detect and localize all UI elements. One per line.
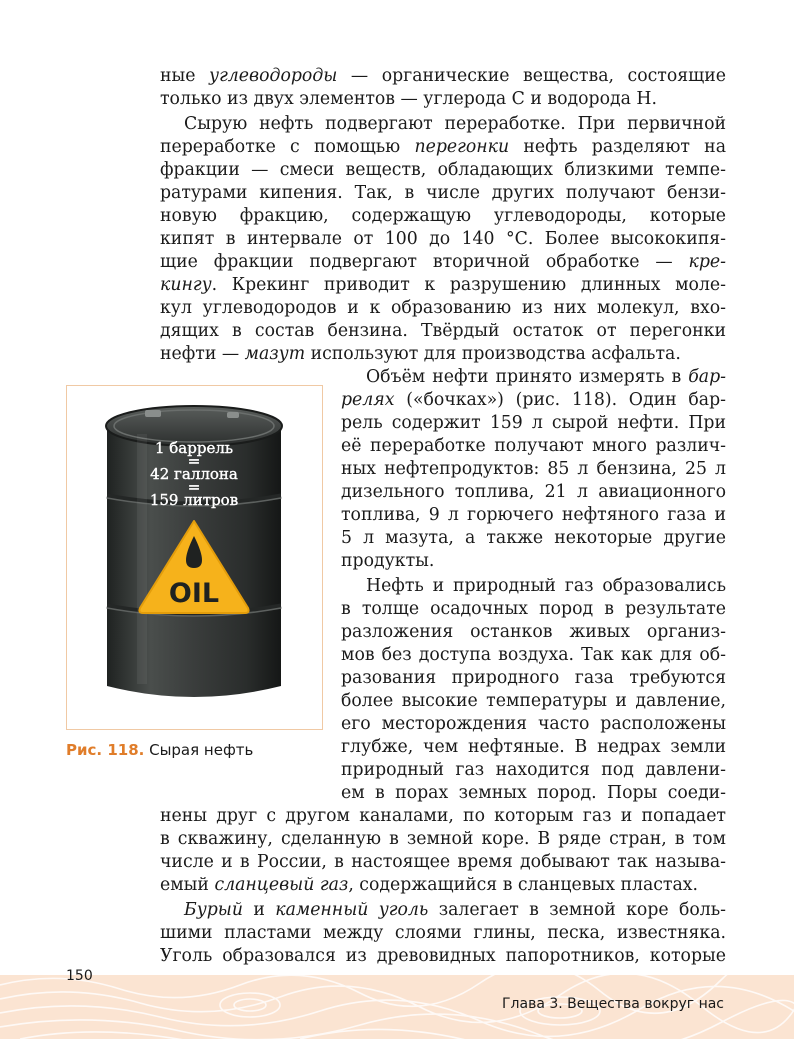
text-line: в толще осадочных пород в результате — [341, 599, 726, 619]
text-line: кипят в интервале от 100 до 140 °С. Более высококипя- — [160, 229, 726, 249]
text-line: разложения останков живых организ- — [341, 622, 726, 642]
text-line: только из двух элементов — углерода С и водорода Н. — [160, 89, 657, 109]
barrel-label-line3: 159 литров — [149, 491, 239, 509]
sign-text: OIL — [168, 578, 220, 609]
text-line: ем в порах земных пород. Поры соеди- — [341, 783, 726, 803]
text-line: Сырую нефть подвергают переработке. При первичной — [184, 114, 726, 134]
text-line: топлива, 9 л горючего нефтяного газа и — [341, 505, 726, 525]
text-line: Бурый и каменный уголь залегает в земной коре боль- — [184, 900, 727, 920]
text-line: кул углеводородов и к образованию из них молекул, вхо- — [160, 298, 726, 318]
text-line: более высокие температуры и давление, — [341, 691, 726, 711]
text-line: релях («бочках») (рис. 118). Один бар- — [341, 390, 726, 410]
text-line: нены друг с другом каналами, по которым газ и попадает — [160, 806, 726, 826]
text-line: разования природного газа требуются — [341, 668, 726, 688]
text-line: новую фракцию, содержащую углеводороды, которые — [160, 206, 726, 226]
barrel-label-eq1: = — [187, 452, 201, 470]
text-line: 5 л мазута, а также некоторые другие — [341, 528, 726, 548]
figure-number: Рис. 118. — [66, 741, 145, 759]
text-line: в скважину, сделанную в земной коре. В ряде стран, в том — [160, 829, 726, 849]
text-line: продукты. — [341, 551, 435, 571]
barrel-label-line1: 1 баррель — [154, 439, 234, 457]
text-line: шими пластами между слоями глины, песка, известняка. — [160, 923, 726, 943]
figure-frame — [66, 385, 323, 730]
figure-caption-text: Сырая нефть — [144, 741, 254, 759]
text-line: фракции — смеси веществ, обладающих близкими темпе- — [160, 160, 726, 180]
text-line: глубже, чем нефтяные. В недрах земли — [341, 737, 726, 757]
figure-caption — [66, 741, 253, 759]
text-line: емый сланцевый газ, содержащийся в сланцевых пластах. — [160, 875, 699, 895]
oil-barrel-image — [67, 386, 321, 728]
text-line: Уголь образовался из древовидных папоротников, которые — [160, 946, 726, 966]
text-line: мов без доступа воздуха. Так как для об- — [341, 645, 726, 665]
text-line: щие фракции подвергают вторичной обработке — кре- — [160, 252, 726, 272]
text-line: ные углеводороды — органические вещества, состоящие — [160, 66, 726, 86]
page-number: 150 — [66, 968, 93, 984]
text-line: его месторождения часто расположены — [341, 714, 726, 734]
text-line: природный газ находится под давлени- — [341, 760, 726, 780]
text-line: Объём нефти принято измерять в бар- — [366, 367, 726, 387]
text-line: нефти — мазут используют для производства асфальта. — [160, 344, 681, 364]
text-line: кингу. Крекинг приводит к разрушению длинных моле- — [160, 275, 726, 295]
barrel-label-eq2: = — [187, 478, 201, 496]
text-line: дизельного топлива, 21 л авиационного — [341, 482, 726, 502]
text-line: её переработке получают много различ- — [341, 436, 726, 456]
text-line: переработке с помощью перегонки нефть разделяют на — [160, 137, 726, 157]
text-line: Нефть и природный газ образовались — [366, 576, 726, 596]
text-line: дящих в состав бензина. Твёрдый остаток от перегонки — [160, 321, 726, 341]
chapter-title: Глава 3. Вещества вокруг нас — [502, 996, 724, 1012]
text-line: ных нефтепродуктов: 85 л бензина, 25 л — [341, 459, 726, 479]
text-line: ратурами кипения. Так, в числе других получают бензи- — [160, 183, 726, 203]
text-line: рель содержит 159 л сырой нефти. При — [341, 413, 726, 433]
text-line: числе и в России, в настоящее время добывают так называ- — [160, 852, 726, 872]
barrel-label-line2: 42 галлона — [150, 465, 238, 483]
